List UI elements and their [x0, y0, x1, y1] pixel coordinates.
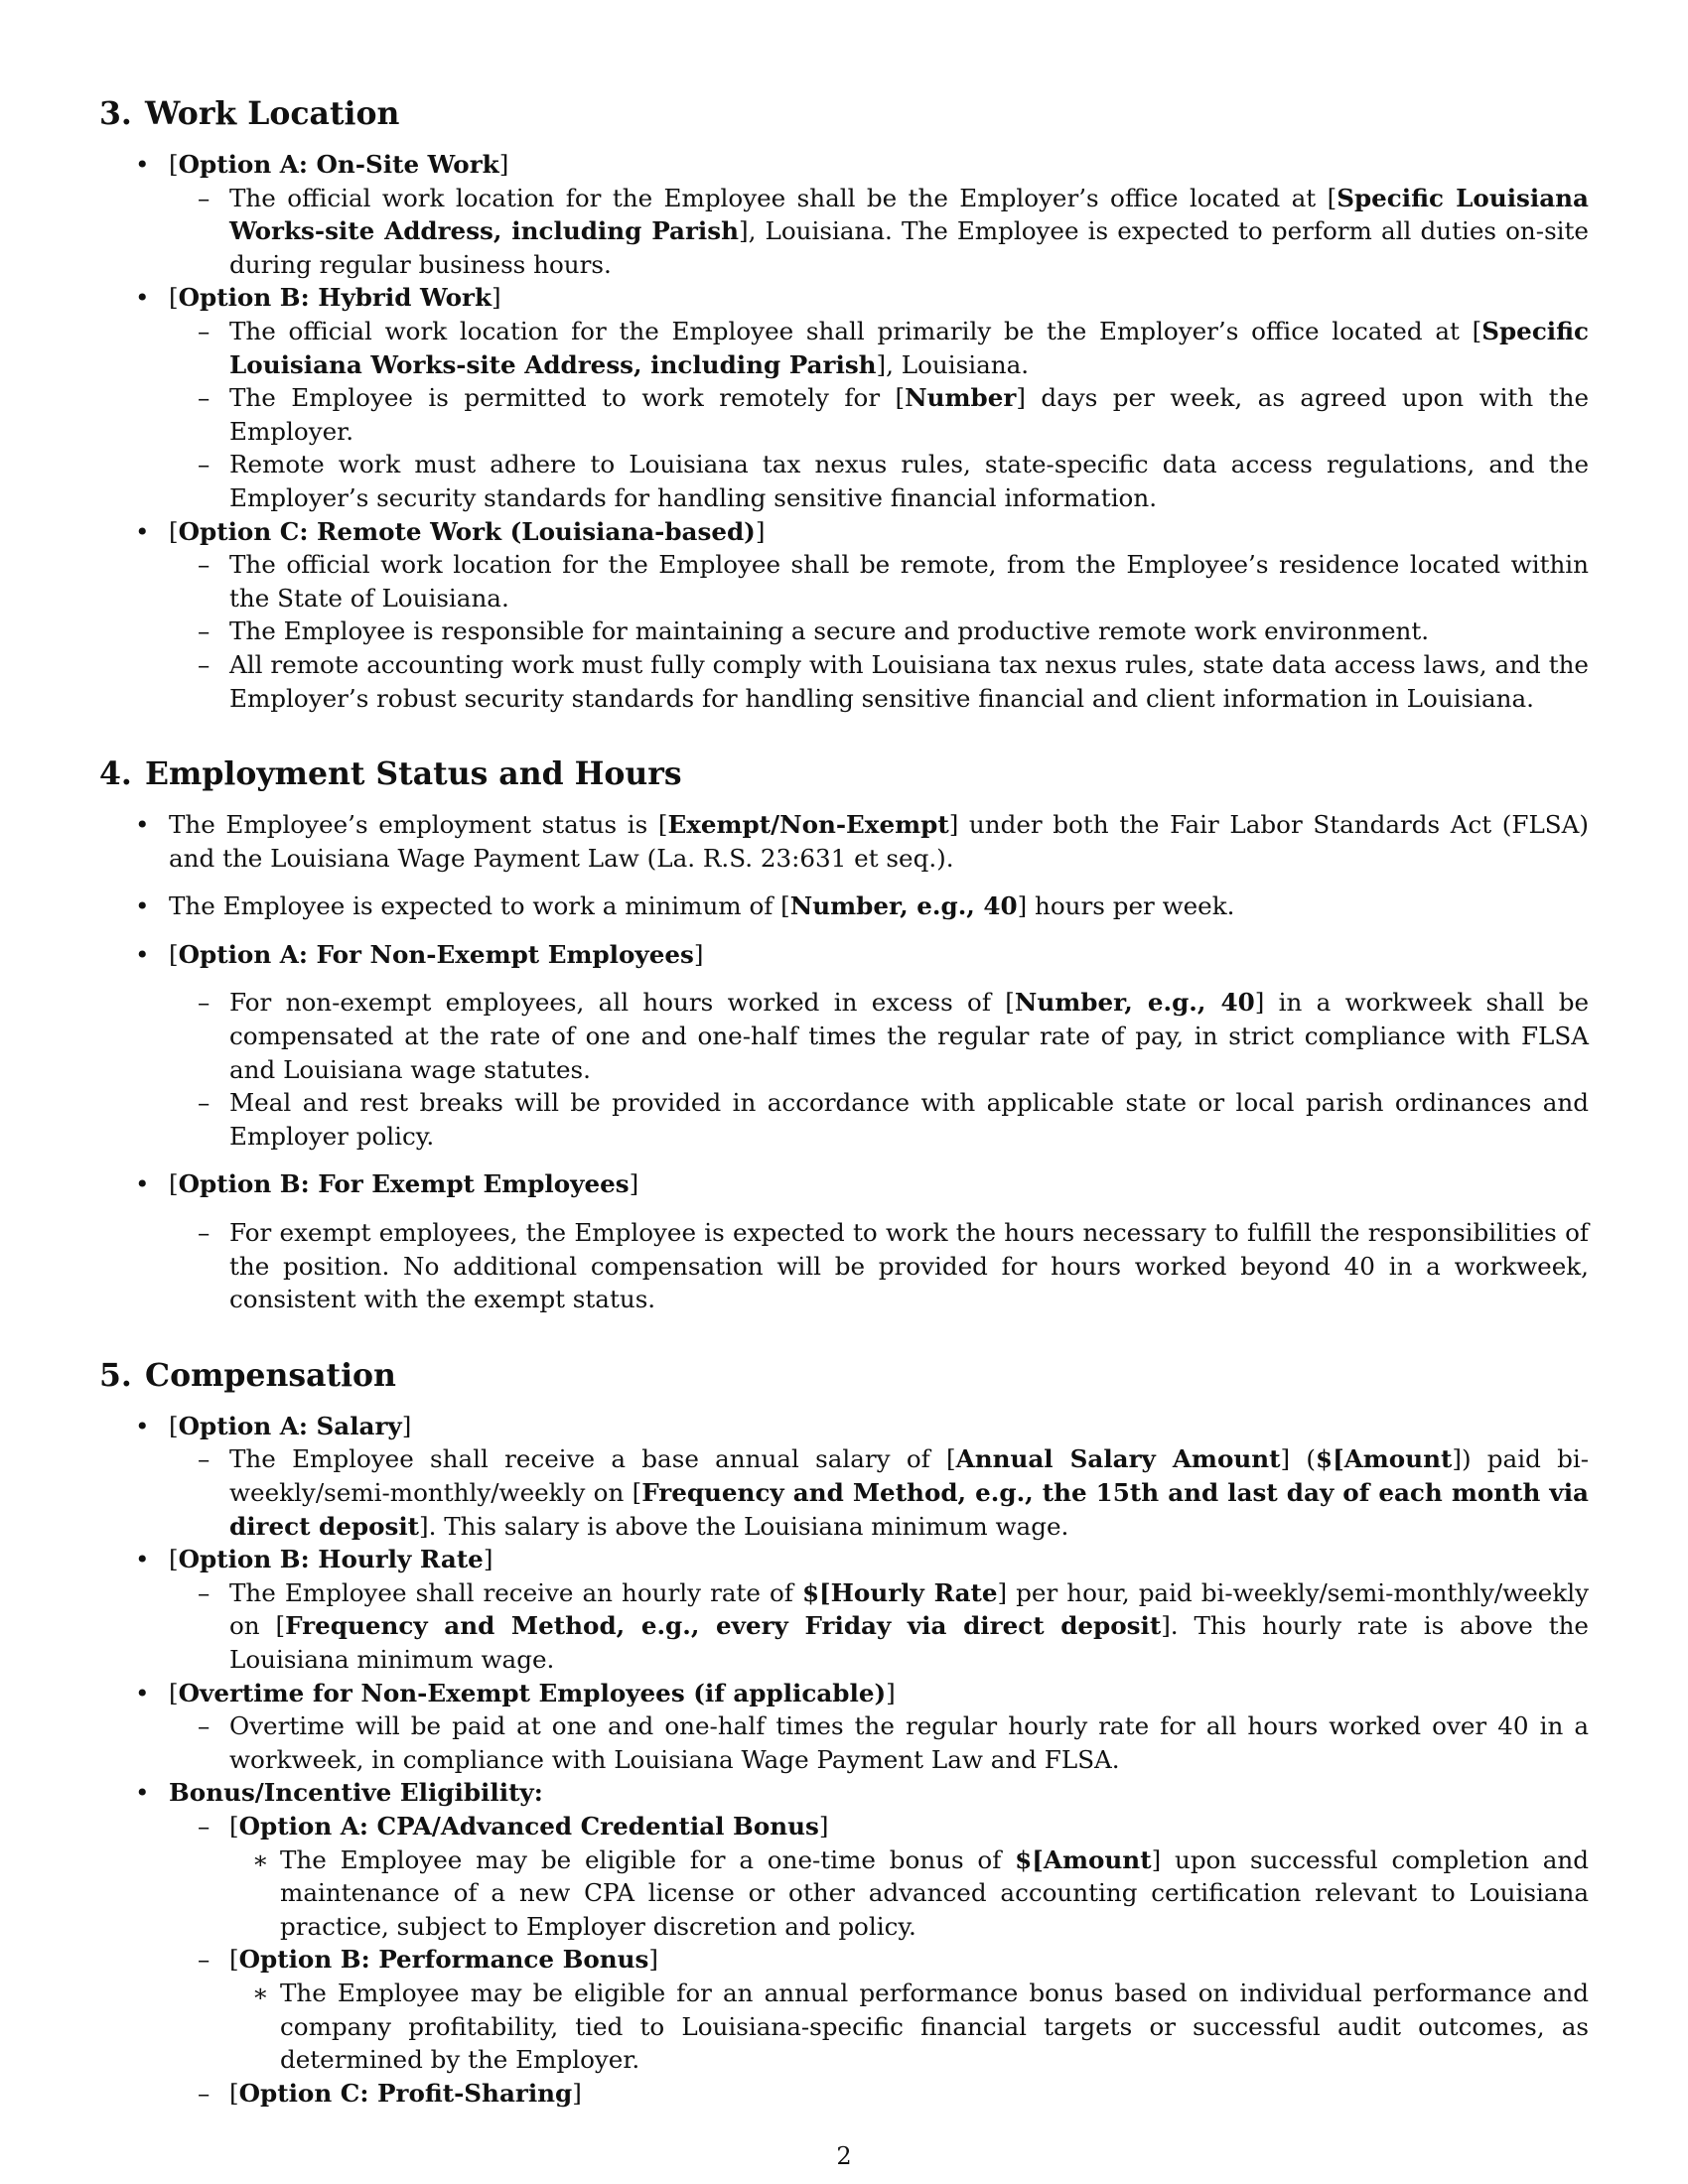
- bonus-option-credential: – [Option A: CPA/Advanced Credential Bonus] ∗ The Employee may be eligible for a one-time bonus of $[Amount] upon successful completion and maintenance of a new CPA license or other advanced accounting certification relevant to Louisiana practice, subject to Employer discretion and policy.: [169, 1810, 1589, 1943]
- minimum-hours-item: • The Employee is expected to work a minimum of [Number, e.g., 40] hours per week.: [99, 889, 1589, 923]
- option-on-site: • [Option A: On-Site Work] – The official work location for the Employee shall be the Employer’s office located at [Specific Louisiana Works-site Address, including Parish], Louisiana. The Employee is expected to perform all duties on-site during regular business hours.: [99, 148, 1589, 281]
- list-item: – Meal and rest breaks will be provided in accordance with applicable state or local parish ordinances and Employer policy.: [169, 1086, 1589, 1153]
- list-item: – All remote accounting work must fully comply with Louisiana tax nexus rules, state data access laws, and the Employer’s robust security standards for handling sensitive financial and client information in Louisiana.: [169, 648, 1589, 715]
- option-remote: • [Option C: Remote Work (Louisiana-based)] – The official work location for the Employee shall be remote, from the Employee’s residence located within the State of Louisiana. – The Employee is responsible for maintaining a secure and productive remote work environment. – All remote accounting work must fully comply with Louisiana tax nexus rules, state data access laws, and the Employer’s robust security standards for handling sensitive financial and client information in Louisiana.: [99, 515, 1589, 716]
- list-item: – For exempt employees, the Employee is expected to work the hours necessary to fulfill the responsibilities of the position. No additional compensation will be provided for hours worked beyond 40 in a workweek, consistent with the exempt status.: [169, 1216, 1589, 1316]
- employment-status-item: • The Employee’s employment status is [Exempt/Non-Exempt] under both the Fair Labor Standards Act (FLSA) and the Louisiana Wage Payment Law (La. R.S. 23:631 et seq.).: [99, 808, 1589, 875]
- list-item: – The official work location for the Employee shall primarily be the Employer’s office located at [Specific Louisiana Works-site Address, including Parish], Louisiana.: [169, 315, 1589, 381]
- option-hourly-rate: • [Option B: Hourly Rate] – The Employee shall receive an hourly rate of $[Hourly Rate] per hour, paid bi-weekly/semi-monthly/weekly on [Frequency and Method, e.g., every Friday via direct deposit]. This hourly rate is above the Louisiana minimum wage.: [99, 1543, 1589, 1676]
- list-item: – The official work location for the Employee shall be remote, from the Employee’s residence located within the State of Louisiana.: [169, 548, 1589, 614]
- section-heading: 4. Employment Status and Hours: [99, 755, 682, 793]
- list-item: – The Employee is responsible for maintaining a secure and productive remote work environment.: [169, 614, 1589, 648]
- option-exempt: • [Option B: For Exempt Employees] – For exempt employees, the Employee is expected to work the hours necessary to fulfill the responsibilities of the position. No additional compensation will be provided for hours worked beyond 40 in a workweek, consistent with the exempt status.: [99, 1167, 1589, 1315]
- employment-status-list: [99, 808, 1589, 1316]
- option-non-exempt: • [Option A: For Non-Exempt Employees] – For non-exempt employees, all hours worked in excess of [Number, e.g., 40] in a workweek shall be compensated at the rate of one and one-half times the regular rate of pay, in strict compliance with FLSA and Louisiana wage statutes. – Meal and rest breaks will be provided in accordance with applicable state or local parish ordinances and Employer policy.: [99, 938, 1589, 1154]
- bonus-eligibility: • Bonus/Incentive Eligibility: – [Option A: CPA/Advanced Credential Bonus] ∗ The Employee may be eligible for a one-time bonus of $[Amount] upon successful completion and maintenance of a new CPA license or other advanced accounting certification relevant to Louisiana practice, subject to Employer discretion and policy. – [Option B: Performance Bonus] ∗ The Employee may be eligible for an annual performance bonus based on individual performance and company profitability, tied to Louisiana-specific financial targets or successful audit outcomes, as determined by the Employer. – [Option C: Profit-Sharing]: [99, 1776, 1589, 2110]
- section-work-location: [99, 94, 1589, 715]
- option-salary: • [Option A: Salary] – The Employee shall receive a base annual salary of [Annual Salary Amount] ($[Amount]) paid bi-weekly/semi-monthly/weekly on [Frequency and Method, e.g., the 15th and last day of each month via direct deposit]. This salary is above the Louisiana minimum wage.: [99, 1410, 1589, 1543]
- list-item: – For non-exempt employees, all hours worked in excess of [Number, e.g., 40] in a workweek shall be compensated at the rate of one and one-half times the regular rate of pay, in strict compliance with FLSA and Louisiana wage statutes.: [169, 986, 1589, 1086]
- document-body: [99, 94, 1589, 2110]
- list-item: – The official work location for the Employee shall be the Employer’s office located at [Specific Louisiana Works-site Address, including Parish], Louisiana. The Employee is expected to perform all duties on-site during regular business hours.: [169, 182, 1589, 282]
- page-number: 2: [836, 2142, 852, 2170]
- bonus-option-performance: – [Option B: Performance Bonus] ∗ The Employee may be eligible for an annual performance bonus based on individual performance and company profitability, tied to Louisiana-specific financial targets or successful audit outcomes, as determined by the Employer.: [169, 1943, 1589, 2076]
- list-item: – Remote work must adhere to Louisiana tax nexus rules, state-specific data access regulations, and the Employer’s security standards for handling sensitive financial information.: [169, 448, 1589, 514]
- section-heading: 5. Compensation: [99, 1356, 396, 1394]
- list-item: – The Employee shall receive a base annual salary of [Annual Salary Amount] ($[Amount]) paid bi-weekly/semi-monthly/weekly on [Frequency and Method, e.g., the 15th and last day of each month via direct deposit]. This salary is above the Louisiana minimum wage.: [169, 1442, 1589, 1543]
- bonus-option-profit-sharing: – [Option C: Profit-Sharing]: [169, 2077, 1589, 2111]
- list-item: – The Employee is permitted to work remotely for [Number] days per week, as agreed upon with the Employer.: [169, 381, 1589, 448]
- list-item: ∗ The Employee may be eligible for a one-time bonus of $[Amount] upon successful completion and maintenance of a new CPA license or other advanced accounting certification relevant to Louisiana practice, subject to Employer discretion and policy.: [229, 1843, 1589, 1944]
- list-item: ∗ The Employee may be eligible for an annual performance bonus based on individual performance and company profitability, tied to Louisiana-specific financial targets or successful audit outcomes, as determined by the Employer.: [229, 1977, 1589, 2077]
- section-compensation: [99, 1356, 1589, 2110]
- section-employment-status: [99, 754, 1589, 1316]
- work-location-options: [99, 148, 1589, 715]
- option-overtime: • [Overtime for Non-Exempt Employees (if applicable)] – Overtime will be paid at one and one-half times the regular hourly rate for all hours worked over 40 in a workweek, in compliance with Louisiana Wage Payment Law and FLSA.: [99, 1677, 1589, 1777]
- compensation-options: [99, 1410, 1589, 2110]
- section-heading: 3. Work Location: [99, 95, 400, 132]
- option-hybrid: • [Option B: Hybrid Work] – The official work location for the Employee shall primarily be the Employer’s office located at [Specific Louisiana Works-site Address, including Parish], Louisiana. – The Employee is permitted to work remotely for [Number] days per week, as agreed upon with the Employer. – Remote work must adhere to Louisiana tax nexus rules, state-specific data access regulations, and the Employer’s security standards for handling sensitive financial information.: [99, 281, 1589, 514]
- list-item: – Overtime will be paid at one and one-half times the regular hourly rate for all hours worked over 40 in a workweek, in compliance with Louisiana Wage Payment Law and FLSA.: [169, 1709, 1589, 1776]
- list-item: – The Employee shall receive an hourly rate of $[Hourly Rate] per hour, paid bi-weekly/semi-monthly/weekly on [Frequency and Method, e.g., every Friday via direct deposit]. This hourly rate is above the Louisiana minimum wage.: [169, 1576, 1589, 1677]
